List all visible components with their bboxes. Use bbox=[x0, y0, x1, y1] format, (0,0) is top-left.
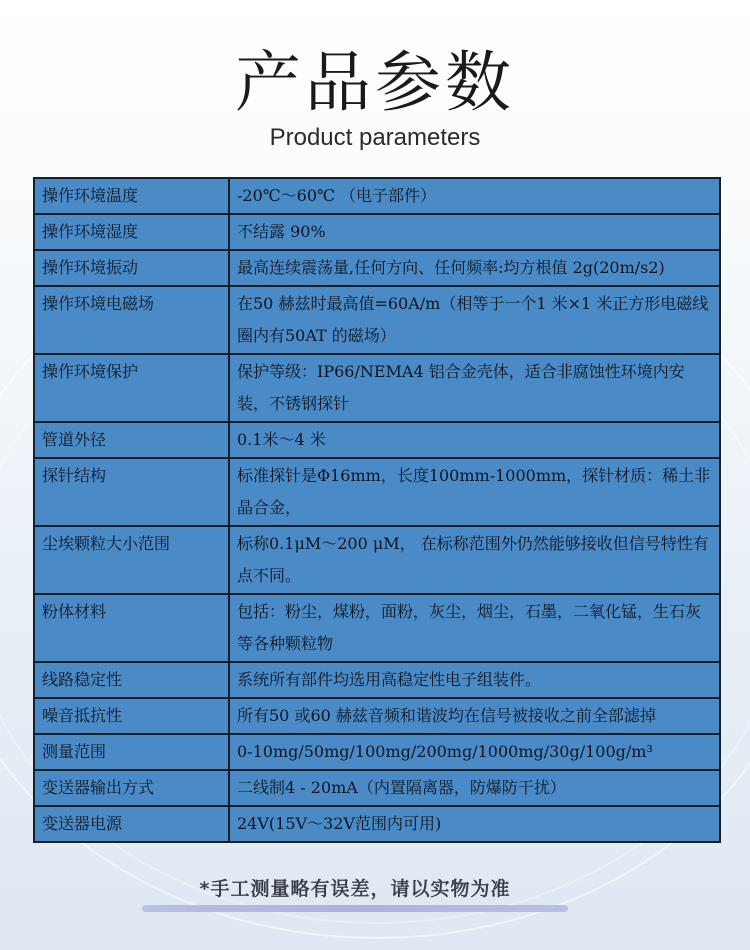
table-row bbox=[34, 250, 720, 286]
parameter-label: 操作环境振动 bbox=[34, 250, 229, 286]
parameter-value: 0-10mg/50mg/100mg/200mg/1000mg/30g/100g/m³ bbox=[229, 734, 720, 770]
parameter-value: 包括：粉尘，煤粉，面粉，灰尘，烟尘，石墨，二氧化锰，生石灰等各种颗粒物 bbox=[229, 594, 720, 662]
parameter-value: 保护等级：IP66/NEMA4 铝合金壳体，适合非腐蚀性环境内安装，不锈钢探针 bbox=[229, 354, 720, 422]
parameter-label: 粉体材料 bbox=[34, 594, 229, 662]
table-row bbox=[34, 734, 720, 770]
disclaimer-note: *手工测量略有误差，请以实物为准 bbox=[199, 878, 511, 900]
parameter-label: 操作环境湿度 bbox=[34, 214, 229, 250]
table-row bbox=[34, 698, 720, 734]
parameter-value: 标准探针是Φ16mm，长度100mm-1000mm，探针材质：稀土非晶合金， bbox=[229, 458, 720, 526]
parameter-label: 操作环境电磁场 bbox=[34, 286, 229, 354]
parameter-label: 探针结构 bbox=[34, 458, 229, 526]
table-row bbox=[34, 806, 720, 842]
parameter-value: -20℃～60℃ （电子部件） bbox=[229, 178, 720, 214]
parameter-value: 在50 赫兹时最高值=60A/m（相等于一个1 米×1 米正方形电磁线圈内有50AT 的磁场） bbox=[229, 286, 720, 354]
parameter-value: 不结露 90% bbox=[229, 214, 720, 250]
parameter-label: 操作环境温度 bbox=[34, 178, 229, 214]
page-title: 产品参数 bbox=[235, 44, 515, 121]
parameter-value: 标称0.1μM～200 μM， 在标称范围外仍然能够接收但信号特性有点不同。 bbox=[229, 526, 720, 594]
parameter-label: 变送器输出方式 bbox=[34, 770, 229, 806]
table-row bbox=[34, 354, 720, 422]
parameter-label: 测量范围 bbox=[34, 734, 229, 770]
parameter-value: 系统所有部件均选用高稳定性电子组装件。 bbox=[229, 662, 720, 698]
parameter-label: 变送器电源 bbox=[34, 806, 229, 842]
table-row bbox=[34, 422, 720, 458]
parameters-table bbox=[33, 177, 721, 843]
table-row bbox=[34, 458, 720, 526]
table-row bbox=[34, 662, 720, 698]
footer-divider bbox=[142, 905, 568, 912]
parameter-value: 0.1米～4 米 bbox=[229, 422, 720, 458]
table-row bbox=[34, 526, 720, 594]
parameter-label: 管道外径 bbox=[34, 422, 229, 458]
page-subtitle: Product parameters bbox=[269, 124, 481, 151]
parameter-value: 最高连续震荡量,任何方向、任何频率:均方根值 2g(20m/s2) bbox=[229, 250, 720, 286]
parameter-label: 线路稳定性 bbox=[34, 662, 229, 698]
table-row bbox=[34, 594, 720, 662]
parameter-value: 所有50 或60 赫兹音频和谐波均在信号被接收之前全部滤掉 bbox=[229, 698, 720, 734]
parameter-label: 操作环境保护 bbox=[34, 354, 229, 422]
table-row bbox=[34, 178, 720, 214]
parameter-value: 24V(15V～32V范围内可用) bbox=[229, 806, 720, 842]
parameter-label: 尘埃颗粒大小范围 bbox=[34, 526, 229, 594]
table-row bbox=[34, 214, 720, 250]
table-row bbox=[34, 286, 720, 354]
table-row bbox=[34, 770, 720, 806]
parameter-value: 二线制4 - 20mA（内置隔离器，防爆防干扰） bbox=[229, 770, 720, 806]
parameter-label: 噪音抵抗性 bbox=[34, 698, 229, 734]
